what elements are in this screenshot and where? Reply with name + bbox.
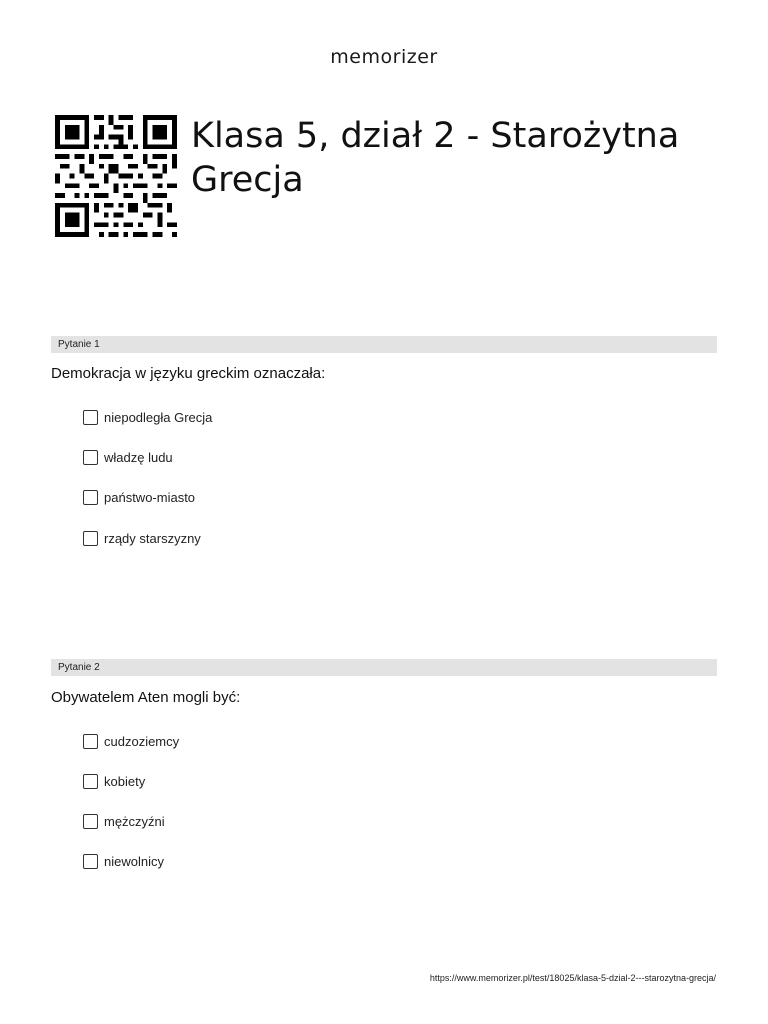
answer-option[interactable] — [83, 852, 164, 870]
checkbox[interactable] — [83, 490, 98, 505]
option-label: rządy starszyzny — [104, 530, 201, 546]
answer-option[interactable] — [83, 448, 173, 466]
checkbox[interactable] — [83, 531, 98, 546]
option-label: państwo-miasto — [104, 489, 196, 505]
option-label: mężczyźni — [104, 813, 165, 829]
option-label: niepodległa Grecja — [104, 409, 213, 425]
memorizer-logo: memorizer — [330, 46, 438, 68]
checkbox[interactable] — [83, 410, 98, 425]
page-title: Klasa 5, dział 2 - Starożytna Grecja — [191, 116, 680, 200]
question-text: Demokracja w języku greckim oznaczała: — [51, 365, 326, 382]
answer-option[interactable] — [83, 408, 212, 426]
option-label: władzę ludu — [104, 449, 173, 465]
footer-url[interactable]: https://www.memorizer.pl/test/18025/klasa-5-dzial-2---starozytna-grecja/ — [429, 973, 716, 983]
option-label: cudzoziemcy — [104, 733, 180, 749]
answer-option[interactable] — [83, 529, 201, 547]
qr-code — [52, 115, 180, 237]
question-text: Obywatelem Aten mogli być: — [51, 689, 241, 706]
question-label: Pytanie 2 — [51, 659, 717, 676]
answer-option[interactable] — [83, 732, 179, 750]
answer-option[interactable] — [83, 772, 145, 790]
option-label: niewolnicy — [104, 853, 164, 869]
question-label: Pytanie 1 — [51, 336, 717, 353]
option-label: kobiety — [104, 773, 146, 789]
checkbox[interactable] — [83, 774, 98, 789]
answer-option[interactable] — [83, 488, 195, 506]
answer-option[interactable] — [83, 812, 165, 830]
checkbox[interactable] — [83, 450, 98, 465]
checkbox[interactable] — [83, 734, 98, 749]
checkbox[interactable] — [83, 814, 98, 829]
checkbox[interactable] — [83, 854, 98, 869]
